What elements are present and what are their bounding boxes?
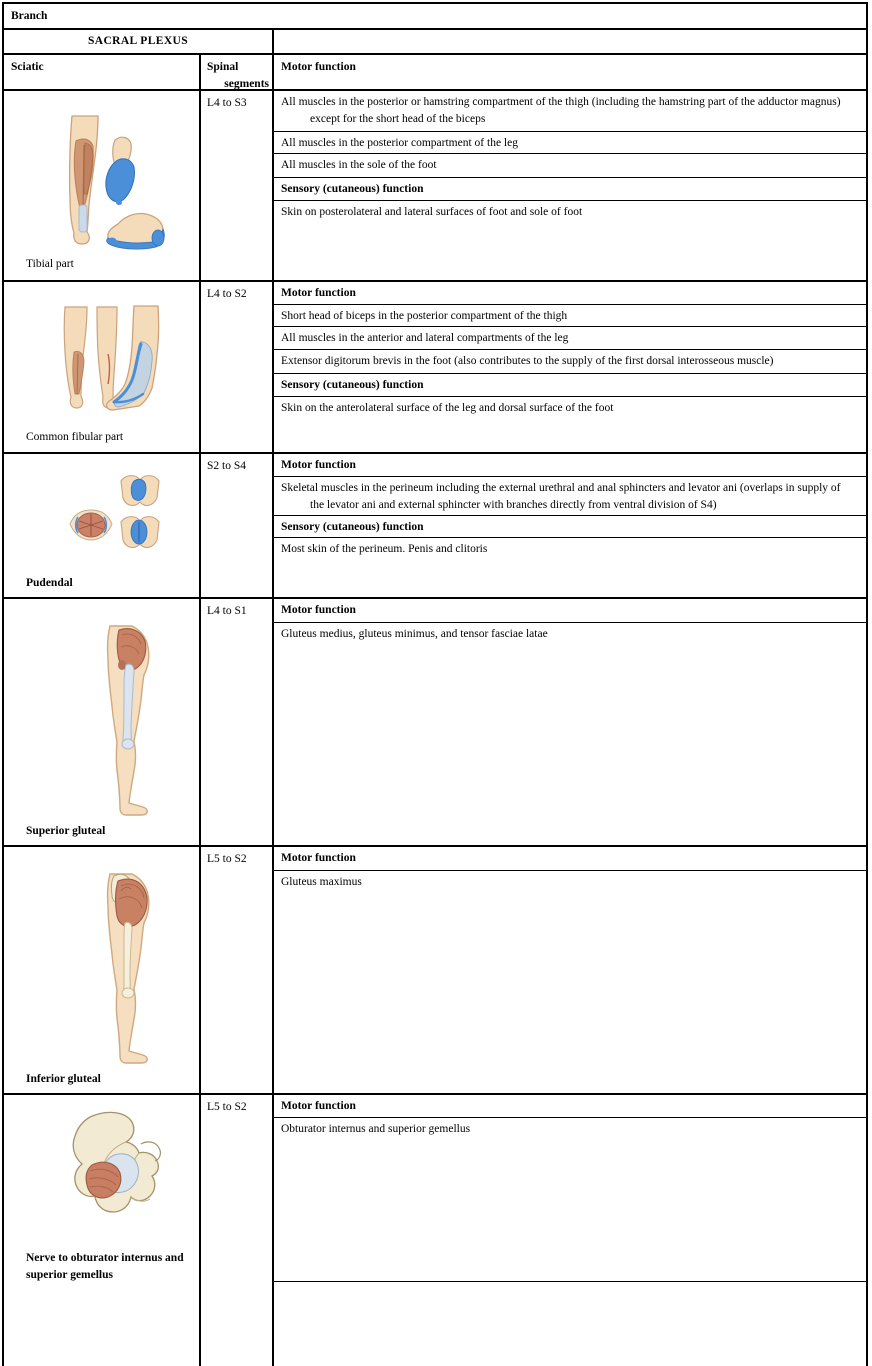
nerve-name-label: Nerve to obturator internus and superior gemellus	[26, 1252, 184, 1281]
nerve-name-label: Pudendal	[26, 577, 73, 590]
nerve-row-obturator-internus	[4, 1095, 866, 1366]
column-header-function: Motor function	[281, 61, 356, 73]
function-cells	[274, 91, 866, 280]
superior-gluteal-illustration	[88, 623, 168, 823]
function-cell: All muscles in the sole of the foot	[274, 154, 866, 178]
tibial-part-cell	[4, 91, 201, 280]
function-cell: Gluteus medius, gluteus minimus, and tensor fasciae latae	[281, 628, 548, 640]
function-cell	[274, 1282, 866, 1366]
spinal-label-line1: Spinal	[207, 61, 239, 73]
sensory-function-header-cell: Sensory (cutaneous) function	[274, 516, 866, 538]
motor-function-header-cell: Motor function	[274, 454, 866, 477]
common-fibular-cell	[4, 282, 201, 452]
nerve-row-superior-gluteal	[4, 599, 866, 847]
nerve-row-pudendal	[4, 454, 866, 599]
spinal-segments-value: L4 to S1	[201, 599, 274, 845]
function-cell: All muscles in the posterior compartment of the leg	[274, 132, 866, 154]
nerve-name-label: Superior gluteal	[26, 825, 106, 838]
column-header-row	[4, 55, 866, 91]
motor-function-header-cell: Motor function	[274, 1095, 866, 1118]
function-cells	[274, 282, 866, 452]
sensory-function-header-cell: Sensory (cutaneous) function	[274, 178, 866, 201]
function-cell: All muscles in the posterior or hamstring compartment of the thigh (including the hamstring part of the adductor magnus) except for the short head of the biceps	[274, 91, 866, 132]
function-cell: Gluteus maximus	[281, 876, 362, 888]
function-cell: Obturator internus and superior gemellus	[274, 1118, 866, 1282]
obturator-internus-illustration	[56, 1109, 178, 1233]
function-cell: Extensor digitorum brevis in the foot (also contributes to the supply of the first dorsal interosseous muscle)	[274, 350, 866, 374]
inferior-gluteal-illustration	[88, 871, 168, 1071]
function-cell: Skin on posterolateral and lateral surfaces of foot and sole of foot	[281, 206, 583, 218]
nerve-row-tibial-part	[4, 91, 866, 282]
function-cells	[274, 599, 866, 845]
nerve-name-label: Inferior gluteal	[26, 1073, 101, 1086]
superior-gluteal-cell	[4, 599, 201, 845]
spinal-label-line2: segments	[224, 78, 269, 91]
obturator-internus-cell	[4, 1095, 201, 1366]
branch-header: Branch	[11, 10, 48, 22]
nerve-name-label: Tibial part	[26, 258, 74, 271]
nerve-name-label: Common fibular part	[26, 431, 124, 444]
spinal-segments-value: S2 to S4	[201, 454, 274, 597]
inferior-gluteal-cell	[4, 847, 201, 1093]
spinal-segments-value: L5 to S2	[201, 1095, 274, 1366]
plexus-header: SACRAL PLEXUS	[4, 30, 274, 53]
motor-function-header-cell: Motor function	[274, 847, 866, 871]
function-cell: All muscles in the anterior and lateral compartments of the leg	[274, 327, 866, 350]
motor-function-header-cell: Motor function	[274, 599, 866, 623]
sacral-plexus-table	[2, 2, 868, 1366]
sensory-function-header-cell: Sensory (cutaneous) function	[274, 374, 866, 397]
function-cell: Short head of biceps in the posterior compartment of the thigh	[274, 305, 866, 327]
function-cell: Skeletal muscles in the perineum including the external urethral and anal sphincters and levator ani (overlaps in supply of the levator ani and external sphincter with branches directly from ventral division of S4)	[274, 477, 866, 516]
plexus-header-row	[4, 30, 866, 55]
pudendal-illustration	[66, 472, 166, 566]
function-cells	[274, 847, 866, 1093]
common-fibular-illustration	[57, 304, 169, 426]
function-cell: Skin on the anterolateral surface of the leg and dorsal surface of the foot	[281, 402, 614, 414]
plexus-header-empty-cell	[274, 30, 866, 53]
nerve-row-inferior-gluteal	[4, 847, 866, 1095]
function-cells	[274, 454, 866, 597]
tibial-part-illustration	[57, 113, 169, 253]
spinal-segments-value: L4 to S3	[201, 91, 274, 280]
motor-function-header-cell: Motor function	[274, 282, 866, 305]
function-cell: Most skin of the perineum. Penis and clitoris	[281, 543, 488, 555]
pudendal-cell	[4, 454, 201, 597]
spinal-segments-value: L5 to S2	[201, 847, 274, 1093]
column-header-branch: Sciatic	[4, 55, 201, 89]
spinal-segments-value: L4 to S2	[201, 282, 274, 452]
column-header-spinal-segments	[201, 55, 274, 89]
nerve-row-common-fibular-part	[4, 282, 866, 454]
branch-header-row	[4, 4, 866, 30]
function-cells	[274, 1095, 866, 1366]
